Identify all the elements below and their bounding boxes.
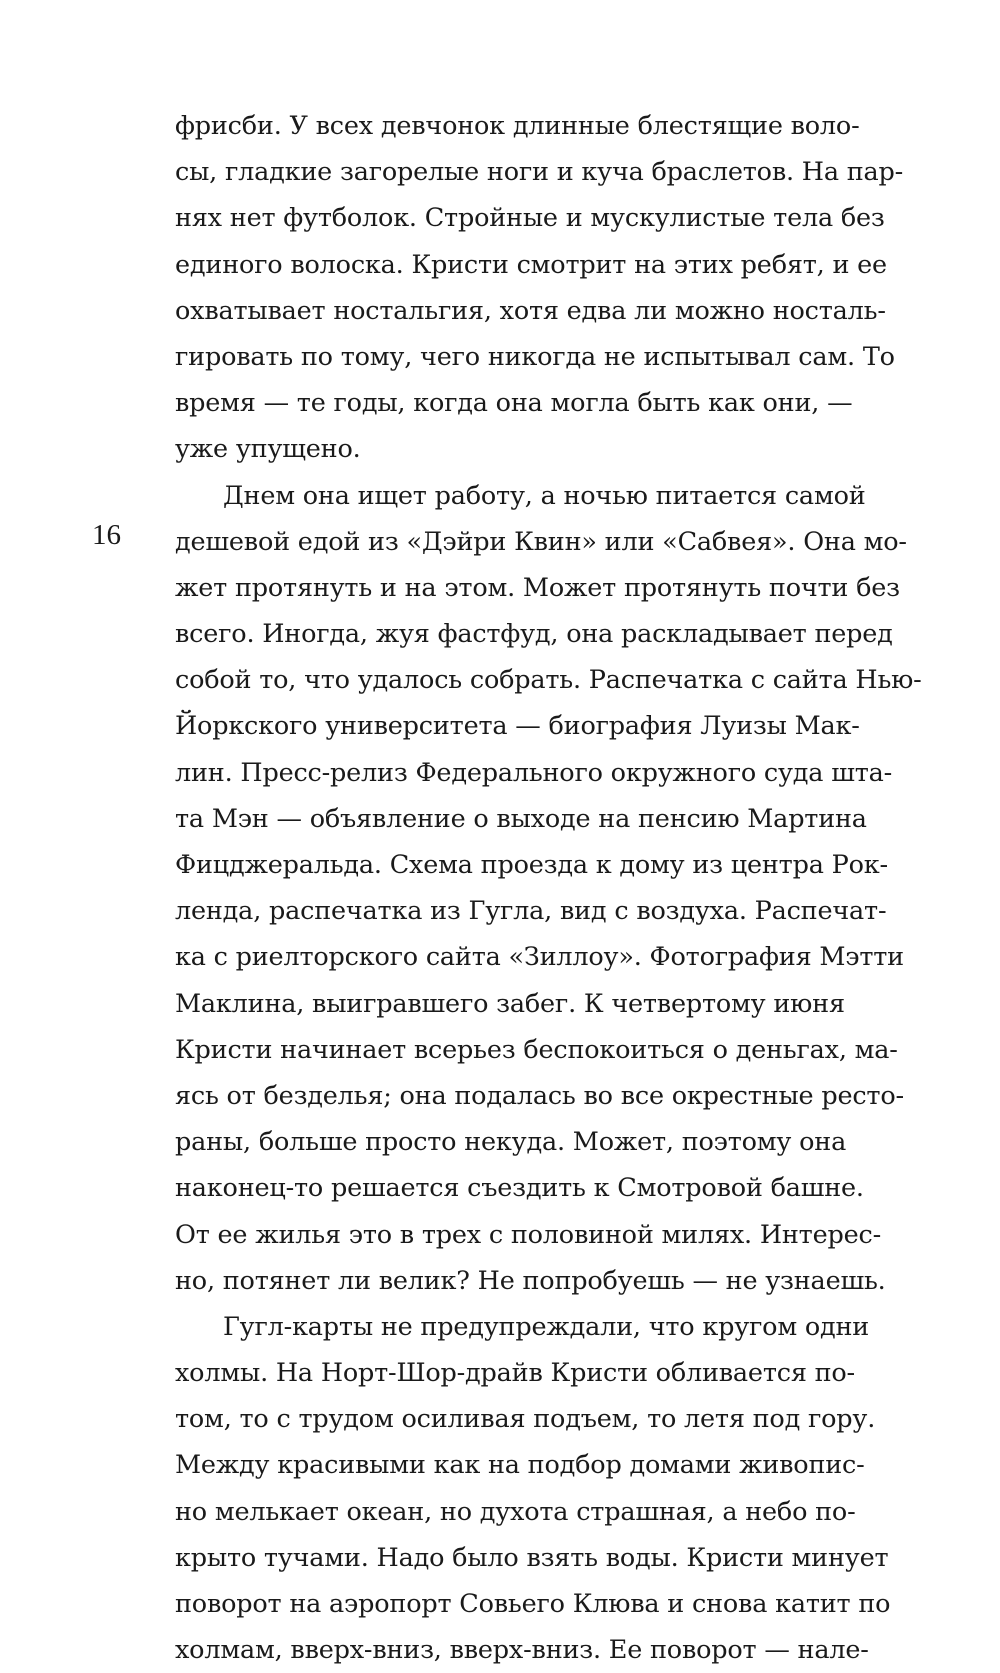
text-line: уже упущено.: [175, 434, 361, 465]
text-line: всего. Иногда, жуя фастфуд, она раскладывает перед: [175, 619, 893, 650]
page-number: 16: [92, 519, 121, 551]
text-line: Маклина, выигравшего забег. К четвертому июня: [175, 988, 845, 1019]
text-line: раны, больше просто некуда. Может, поэтому она: [175, 1127, 847, 1158]
text-line: Йоркского университета — биография Луизы Мак-: [175, 711, 860, 742]
text-line: Гугл-карты не предупреждали, что кругом одни: [223, 1311, 870, 1342]
text-line: холмам, вверх-вниз, вверх-вниз. Ее поворот — нале-: [175, 1635, 869, 1666]
text-line: фрисби. У всех девчонок длинные блестящие воло-: [175, 111, 860, 141]
text-line: Кристи начинает всерьез беспокоиться о деньгах, ма-: [175, 1034, 898, 1065]
body-text: [175, 103, 922, 1673]
text-line: единого волоска. Кристи смотрит на этих ребят, и ее: [175, 249, 887, 280]
text-line: время — те годы, когда она могла быть как они, —: [175, 388, 853, 419]
text-line: Фицджеральда. Схема проезда к дому из центра Рок-: [175, 850, 888, 880]
text-line: холмы. На Норт-Шор-драйв Кристи обливается по-: [175, 1358, 855, 1389]
text-line: ленда, распечатка из Гугла, вид с воздуха. Распечат-: [175, 896, 887, 927]
text-line: но мелькает океан, но духота страшная, а небо по-: [175, 1496, 856, 1527]
text-line: ка с риелторского сайта «Зиллоу». Фотография Мэтти: [175, 942, 904, 973]
text-line: но, потянет ли велик? Не попробуешь — не узнаешь.: [175, 1265, 886, 1296]
text-line: собой то, что удалось собрать. Распечатка с сайта Нью-: [175, 665, 922, 696]
text-line: жет протянуть и на этом. Может протянуть почти без: [175, 572, 900, 603]
text-line: Между красивыми как на подбор домами живопис-: [175, 1450, 865, 1481]
text-line: дешевой едой из «Дэйри Квин» или «Сабвея». Она мо-: [175, 526, 907, 557]
text-line: лин. Пресс-релиз Федерального окружного суда шта-: [175, 757, 893, 788]
text-line: ясь от безделья; она подалась во все окрестные ресто-: [175, 1080, 904, 1111]
text-line: сы, гладкие загорелые ноги и куча браслетов. На пар-: [175, 157, 904, 188]
text-line: От ее жилья это в трех с половиной милях. Интерес-: [175, 1219, 881, 1250]
text-line: охватывает ностальгия, хотя едва ли можно носталь-: [175, 295, 886, 326]
text-line: та Мэн — объявление о выходе на пенсию Мартина: [175, 803, 867, 834]
text-line: Днем она ищет работу, а ночью питается самой: [223, 480, 866, 511]
text-line: том, то с трудом осиливая подъем, то летя под гору.: [175, 1404, 876, 1435]
text-line: наконец-то решается съездить к Смотровой башне.: [175, 1173, 864, 1204]
text-line: крыто тучами. Надо было взять воды. Кристи минует: [175, 1542, 889, 1573]
text-line: поворот на аэропорт Совьего Клюва и снова катит по: [175, 1589, 891, 1619]
text-line: нях нет футболок. Стройные и мускулистые тела без: [175, 203, 885, 234]
text-line: гировать по тому, чего никогда не испытывал сам. То: [175, 341, 895, 372]
